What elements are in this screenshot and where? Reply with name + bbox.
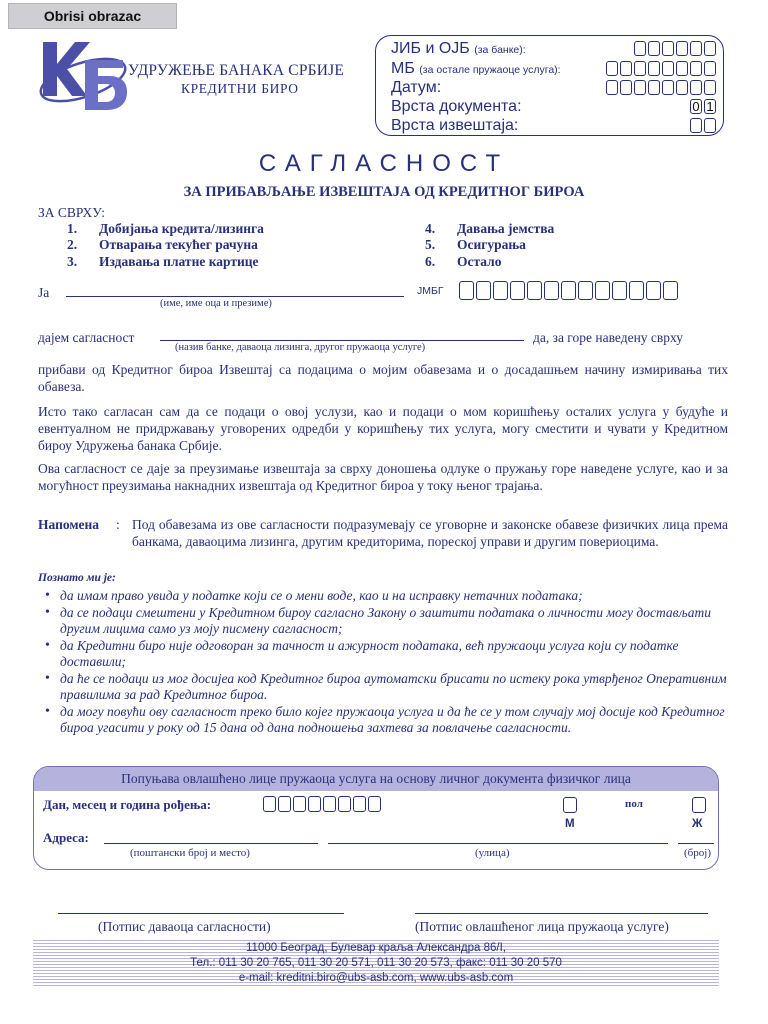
mb-label: МБ [391,60,415,77]
purpose-item: 2. Отварања текућег рачуна [67,237,258,252]
authorized-signature-line[interactable] [415,913,708,914]
consenter-signature-caption: (Потпис даваоца сагласности) [98,919,271,934]
list-item: • да могу повући ову сагласност преко било којег пружаоца услуга и да ће се у том случају мој досије код Кредитног бироа угасити у року од 15 дана од дана подношења захтева за повлачење сагласности. [38,704,738,737]
number-caption: (број) [684,847,711,859]
female-checkbox[interactable] [692,797,706,813]
purpose-item: 1. Добијања кредита/лизинга [67,221,264,236]
report-type-cells[interactable] [690,118,718,133]
kb-logo-icon [35,36,130,118]
doc-type-digit: 1 [704,99,716,114]
date-input-cells[interactable] [606,80,718,95]
male-checkbox[interactable] [563,797,577,813]
number-input-line[interactable] [678,843,714,844]
note-text: Под обавезама из ове сагласности подразумевају се уговорне и законске обавезе физичких лица према банкама, даваоцима лизинга, другим кредиторима, пореској управи и другим повериоцима. [132,517,728,549]
jmbg-input-cells[interactable] [459,281,680,300]
document-subtitle: ЗА ПРИБАВЉАЊЕ ИЗВЕШТАЈА ОД КРЕДИТНОГ БИРОА [183,184,585,200]
paragraph: прибави од Кредитног бироа Извештај са подацима о мојим обавезама и о досадашњем начину измиривања тих обавеза. [38,362,728,394]
dob-label: Дан, месец и година рођења: [43,797,212,812]
address-label: Адреса: [43,830,89,845]
footer-address: 11000 Београд, Булевар краља Александра 86/I, [246,942,506,954]
jib-row [391,40,526,58]
name-caption: (име, име оца и презиме) [160,298,272,309]
known-label: Познато ми је: [38,572,116,584]
report-type-label: Врста извештаја: [391,117,519,134]
doc-type-digit: 0 [690,99,702,114]
purpose-item: 5. Осигурања [425,237,526,252]
consent-start: дајем сагласност [38,330,135,345]
purpose-label: ЗА СВРХУ: [38,205,105,220]
institution-input-line[interactable] [160,340,524,341]
organization-subname: КРЕДИТНИ БИРО [181,81,299,96]
postal-caption: (поштански број и место) [130,847,250,859]
consenter-signature-line[interactable] [58,913,344,914]
street-input-line[interactable] [328,843,668,844]
list-item: • да имам право увида у податке који се о мени воде, као и на исправку нетачних података; [38,588,738,605]
jib-input-cells[interactable] [634,41,718,56]
paragraph: Ова сагласност се даје за преузимање извештаја за сврху доношења одлуке о пружању горе наведене услуге, као и за могућност преузимања накнадних извештаја од Кредитног бироа у току њеног трајања. [38,461,728,493]
jib-hint: (за банке): [474,44,526,56]
male-label: М [565,818,575,830]
postal-input-line[interactable] [104,843,318,844]
institution-caption: (назив банке, даваоца лизинга, другог пружаоца услуге) [175,342,426,353]
organization-name: УДРУЖЕЊЕ БАНАКА СРБИЈЕ [128,62,345,79]
jib-label: ЈИБ и ОЈБ [391,40,470,57]
doc-type-cells[interactable] [690,99,718,114]
note-label: Напомена [38,517,100,532]
bank-info-box [375,35,724,136]
consent-end: да, за горе наведену сврху [533,330,684,345]
list-item: • да Кредитни биро није одговоран за тачност и ажурност података, већ пружаоци услуга који су податке доставили; [38,638,738,671]
purpose-item: 4. Давања јемства [425,221,555,236]
ja-label: Ја [38,285,50,300]
clear-form-button[interactable]: Obrisi obrazac [8,3,177,29]
street-caption: (улица) [475,847,510,859]
jmbg-label: ЈМБГ [417,285,444,297]
provider-panel-header: Попуњава овлашћено лице пружаоца услуга на основу личног документа физичког лица [34,767,718,791]
name-input-line[interactable] [66,296,404,297]
female-label: Ж [692,818,703,830]
list-item: • да ће се подаци из мог досијеа код Кредитног бироа аутоматски брисати по истеку рока утврђеног Оперативним правилима за рад Кредитног бироа. [38,671,738,704]
document-title: САГЛАСНОСТ [258,150,510,177]
mb-row [391,60,561,78]
purpose-item: 6. Остало [425,254,502,269]
dob-input-cells[interactable] [263,796,383,812]
known-list [38,588,738,737]
date-label: Датум: [391,79,442,96]
list-item: • да се подаци смештени у Кредитном бироу сагласно Закону о заштити података о личности могу достављати другим лицима само уз моју писмену сагласност; [38,605,738,638]
authorized-signature-caption: (Потпис овлашћеног лица пружаоца услуге) [415,919,669,934]
paragraph: Исто тако сагласан сам да се подаци о овој услузи, као и подаци о мом коришћењу осталих услуга у будуће и евентуалном не придржавању уговорених одредби у коришћењу тих услуга, могу сместити и чувати у Кредитном бироу Удружења банака Србије. [38,404,728,453]
doc-type-label: Врста документа: [391,98,522,115]
footer-phones: Тел.: 011 30 20 765, 011 30 20 571, 011 30 20 573, факс: 011 30 20 570 [190,957,562,969]
mb-hint: (за остале пружаоце услуга): [419,64,561,76]
footer-contact: e-mail: kreditni.biro@ubs-asb.com, www.ubs-asb.com [238,972,514,984]
footer-band [33,940,719,988]
sex-label: пол [625,798,643,810]
mb-input-cells[interactable] [606,61,718,76]
note-colon: : [116,517,120,532]
purpose-item: 3. Издавања платне картице [67,254,259,269]
